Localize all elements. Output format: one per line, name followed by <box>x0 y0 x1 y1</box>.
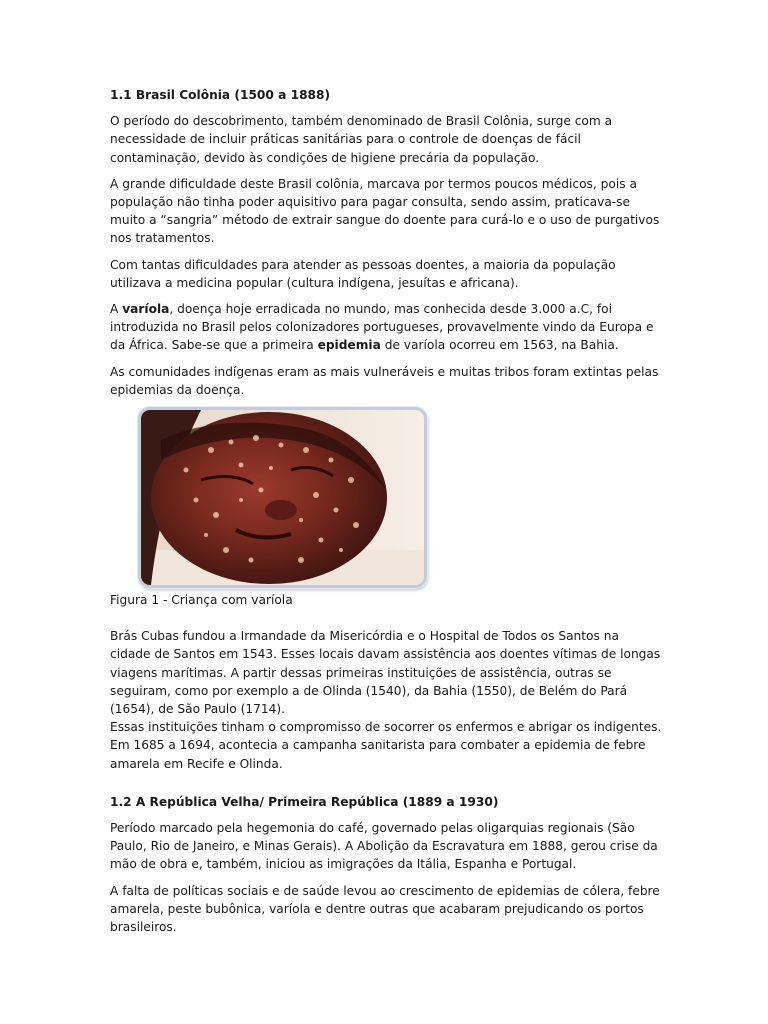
bold-term-variola: varíola <box>122 302 170 317</box>
paragraph-variola <box>110 300 662 355</box>
paragraph: A grande dificuldade deste Brasil colônia, marcava por termos poucos médicos, pois a população não tinha poder aquisitivo para pagar consulta, sendo assim, praticava-se muito a “sangria” método de extrair sangue do doente para curá-lo e o uso de purgativos nos tratamentos. <box>110 176 660 246</box>
paragraph: Com tantas dificuldades para atender as pessoas doentes, a maioria da população utilizava a medicina popular (cultura indígena, jesuítas e africana). <box>110 257 616 290</box>
paragraph: A falta de políticas sociais e de saúde levou ao crescimento de epidemias de cólera, febre amarela, peste bubônica, varíola e dentre outras que acabaram prejudicando os portos brasileiros. <box>110 883 660 935</box>
bold-term-epidemia: epidemia <box>317 338 381 353</box>
text-run: , doença hoje erradicada no mundo, mas conhecida desde 3.000 a.C, foi introduzida no Brasil pelos colonizadores portugueses, provavelmente vindo da Europa e da África. Sabe-se que a primeira <box>110 302 654 353</box>
document-body <box>110 86 662 944</box>
paragraph-line: Essas instituições tinham o compromisso de socorrer os enfermos e abrigar os indigentes. <box>110 720 662 735</box>
figure <box>138 407 429 588</box>
paragraph-brascubas <box>110 627 662 773</box>
figure-caption: Figura 1 - Criança com varíola <box>110 593 293 608</box>
text-run: A <box>110 302 123 317</box>
paragraph: As comunidades indígenas eram as mais vulneráveis e muitas tribos foram extintas pelas epidemias da doença. <box>110 364 659 397</box>
paragraph-line: Em 1685 a 1694, acontecia a campanha sanitarista para combater a epidemia de febre amarela em Recife e Olinda. <box>110 738 646 771</box>
child-with-smallpox-photo <box>141 410 424 585</box>
paragraph: Período marcado pela hegemonia do café, governado pelas oligarquias regionais (São Paulo, Rio de Janeiro, e Minas Gerais). A Abolição da Escravatura em 1888, gerou crise da mão de obra e, também, iniciou as imigrações da Itália, Espanha e Portugal. <box>110 821 658 872</box>
paragraph-line: Brás Cubas fundou a Irmandade da Misericórdia e o Hospital de Todos os Santos na cidade de Santos em 1543. Esses locais davam assistência aos doentes vítimas de longas viagens marítimas. A partir dessas primeiras instituições de assistência, outras se seguiram, como por exemplo a de Olinda (1540), da Bahia (1550), de Belém do Pará (1654), de São Paulo (1714). <box>110 629 661 717</box>
paragraph: O período do descobrimento, também denominado de Brasil Colônia, surge com a necessidade de incluir práticas sanitárias para o controle de doenças de fácil contaminação, devido às condições de higiene precária da população. <box>110 114 613 165</box>
section-heading-republica-velha: 1.2 A República Velha/ Primeira República (1889 a 1930) <box>110 794 499 809</box>
section-heading-brasil-colonia: 1.1 Brasil Colônia (1500 a 1888) <box>110 88 331 102</box>
figure-image-frame <box>138 407 427 588</box>
text-run: de varíola ocorreu em 1563, na Bahia. <box>380 338 619 353</box>
